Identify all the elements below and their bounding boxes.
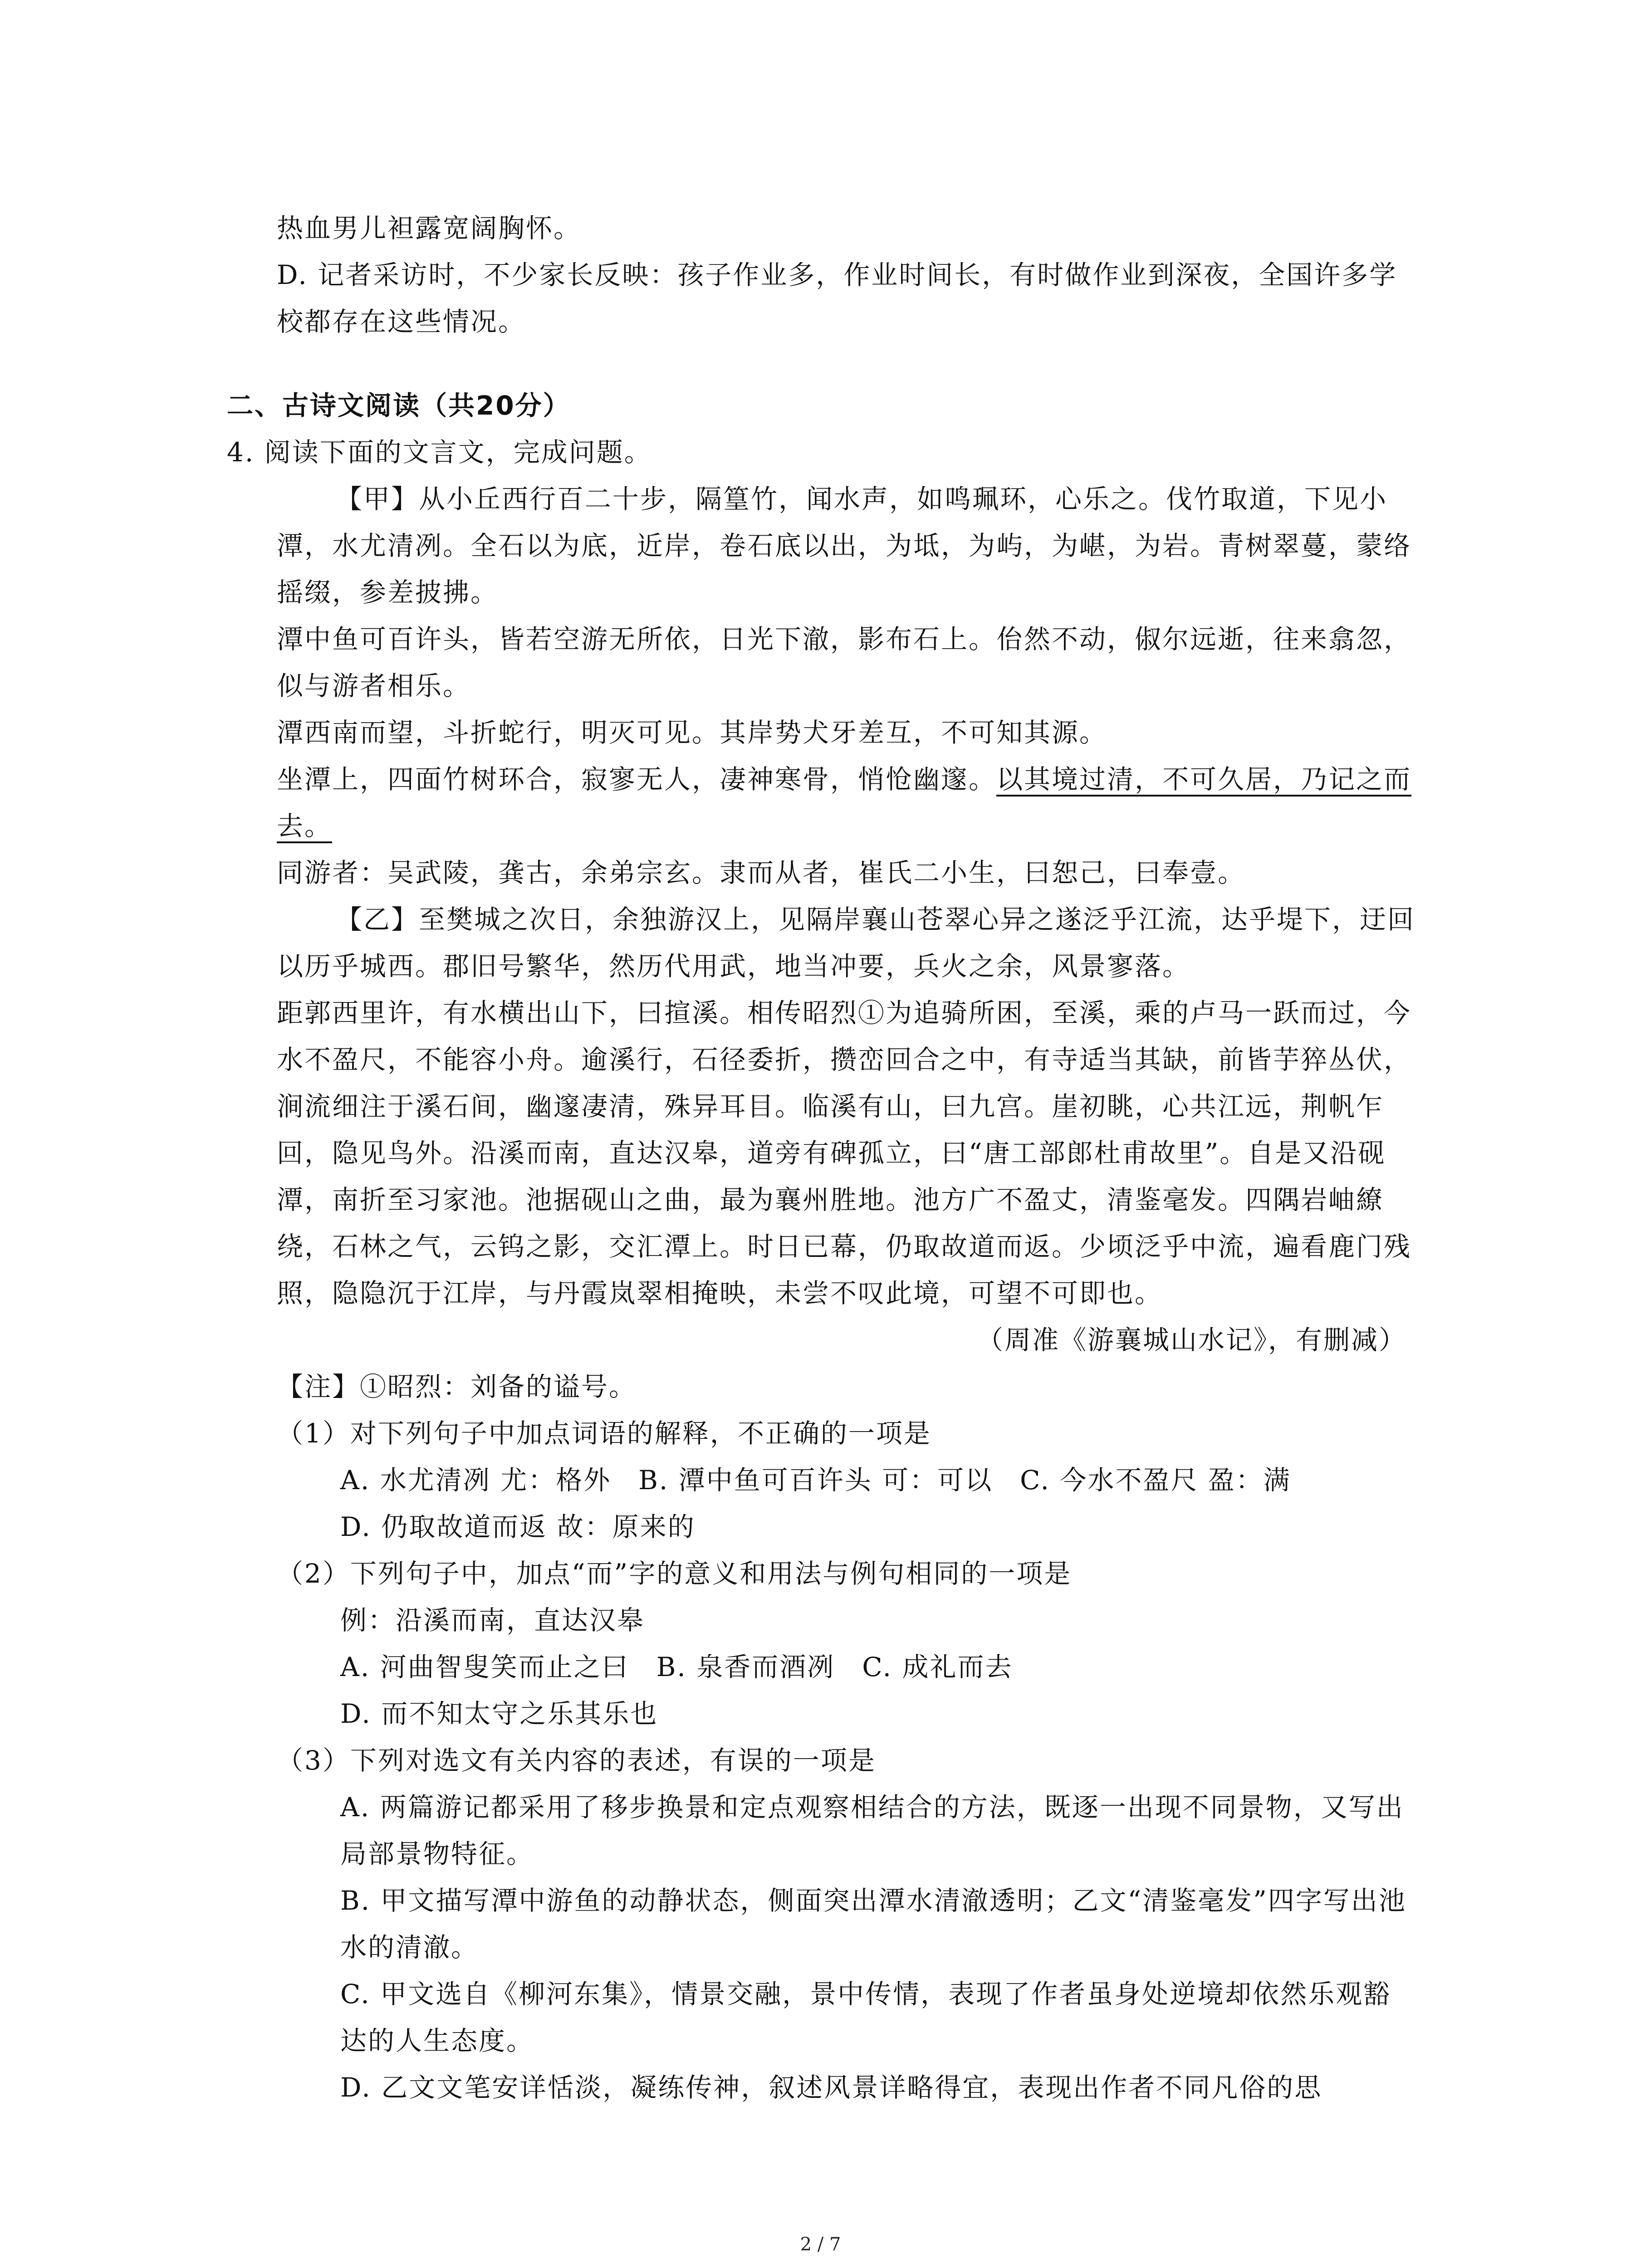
q1-option-c: C. 今水不盈尺 盈：满 bbox=[1020, 1465, 1291, 1496]
q1-option-b: B. 潭中鱼可百许头 可：可以 bbox=[638, 1465, 993, 1496]
q2-option-c: C. 成礼而去 bbox=[862, 1652, 1013, 1682]
yi-paragraph-2: 距郭西里许，有水横出山下，曰揎溪。相传昭烈①为追骑所困，至溪，乘的卢马一跃而过，今水不盈尺，不能容小舟。逾溪行，石径委折，攒峦回合之中，有寺适当其缺，前皆芋猝丛伏，涧流细注于溪石间，幽邃凄清，殊异耳目。临溪有山，曰九宫。崖初眺，心共江远，荆帆乍回，隐见鸟外。沿溪而南，直达汉皋，道旁有碑孤立，曰“唐工部郎杜甫故里”。自是又沿砚潭，南折至习家池。池据砚山之曲，最为襄州胜地。池方广不盈丈，清鉴毫发。四隅岩岫繚绕，石林之气，云钨之影，交汇潭上。时日已幕，仍取故道而返。少顷泛乎中流，遍看鹿门残照，隐隐沉于江岸，与丹霞岚翠相掩映，未尝不叹此境，可望不可即也。 bbox=[277, 997, 1412, 1309]
page-number: 2 / 7 bbox=[800, 2234, 841, 2255]
subquestion-1-options bbox=[227, 1457, 1416, 1504]
q1-option-a: A. 水尤清冽 尤：格外 bbox=[340, 1465, 612, 1496]
q3-option-c: C. 甲文选自《柳河东集》，情景交融，景中传情，表现了作者虽身处逆境却依然乐观豁达的人生态度。 bbox=[340, 1979, 1391, 2056]
q3-option-b: B. 甲文描写潭中游鱼的动静状态，侧面突出潭水清澈透明；乙文“清鉴毫发”四字写出池水的清澈。 bbox=[340, 1885, 1406, 1963]
jia-paragraph-4 bbox=[227, 756, 1416, 850]
q2-option-a: A. 河曲智叟笑而止之曰 bbox=[340, 1652, 629, 1682]
subquestion-2: （2）下列句子中，加点“而”字的意义和用法与例句相同的一项是 bbox=[277, 1558, 1072, 1589]
question-4: 4. 阅读下面的文言文，完成问题。 bbox=[227, 437, 652, 468]
yi-paragraph-1: 【乙】至樊城之次日，余独游汉上，见隔岸襄山苍翠心异之遂泛乎江流，达乎堤下，迂回以历乎城西。郡旧号繁华，然历代用武，地当冲要，兵火之余，风景寥落。 bbox=[277, 904, 1416, 982]
source-citation: （周准《游襄城山水记》，有删减） bbox=[976, 1325, 1406, 1355]
option-c-continuation: 热血男儿袒露宽阔胸怀。 bbox=[277, 213, 582, 244]
subquestion-2-options bbox=[227, 1644, 1416, 1691]
jia-paragraph-2: 潭中鱼可百许头，皆若空游无所依，日光下澈，影布石上。佁然不动，俶尔远逝，往来翕忽，似与游者相乐。 bbox=[277, 624, 1412, 701]
jia-paragraph-4-text: 坐潭上，四面竹树环合，寂寥无人，凄神寒骨，悄怆幽邃。 bbox=[277, 764, 997, 795]
q2-example: 例：沿溪而南，直达汉皋 bbox=[340, 1605, 645, 1636]
q2-option-b: B. 泉香而酒冽 bbox=[656, 1652, 835, 1682]
option-d: D. 记者采访时，不少家长反映：孩子作业多，作业时间长，有时做作业到深夜，全国许多学校都存在这些情况。 bbox=[277, 259, 1397, 337]
section-title: 二、古诗文阅读（共20分） bbox=[227, 390, 571, 421]
footnote: 【注】①昭烈：刘备的谥号。 bbox=[277, 1371, 637, 1402]
jia-paragraph-3: 潭西南而望，斗折蛇行，明灭可见。其岸势犬牙差互，不可知其源。 bbox=[277, 717, 1107, 748]
subquestion-1: （1）对下列句子中加点词语的解释，不正确的一项是 bbox=[277, 1418, 931, 1449]
q1-option-d: D. 仍取故道而返 故：原来的 bbox=[340, 1511, 696, 1542]
q3-option-a: A. 两篇游记都采用了移步换景和定点观察相结合的方法，既逐一出现不同景物，又写出局部景物特征。 bbox=[340, 1792, 1404, 1869]
jia-paragraph-5: 同游者：吴武陵，龚古，余弟宗玄。隶而从者，崔氏二小生，曰恕己，曰奉壹。 bbox=[277, 857, 1246, 888]
q3-option-d: D. 乙文文笔安详恬淡，凝练传神，叙述风景详略得宜，表现出作者不同凡俗的思 bbox=[340, 2072, 1323, 2103]
jia-paragraph-1: 【甲】从小丘西行百二十步，隔篁竹，闻水声，如鸣珮环，心乐之。伐竹取道，下见小潭，水尤清冽。全石以为底，近岸，卷石底以出，为坻，为屿，为嵁，为岩。青树翠蔓，蒙络摇缀，参差披拂。 bbox=[277, 484, 1412, 608]
page-content bbox=[227, 205, 1416, 2111]
jia-underlined-sentence: 以其境过清，不可久居，乃记之而去。 bbox=[277, 764, 1412, 841]
q2-option-d: D. 而不知太守之乐其乐也 bbox=[340, 1698, 658, 1729]
subquestion-3: （3）下列对选文有关内容的表述，有误的一项是 bbox=[277, 1745, 876, 1776]
